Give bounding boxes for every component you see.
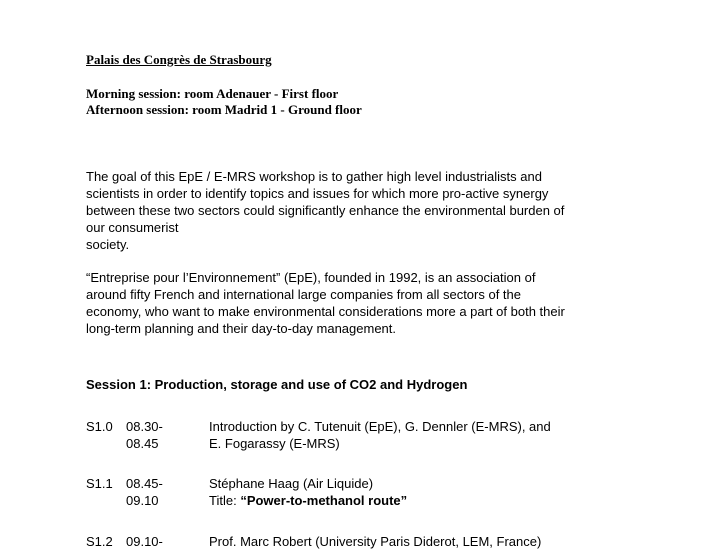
agenda-line: Introduction by C. Tutenuit (EpE), G. Dennler (E-MRS), and xyxy=(209,419,551,434)
agenda-code: S1.0 xyxy=(86,419,113,434)
morning-session-info: Morning session: room Adenauer - First floor xyxy=(86,86,339,101)
agenda-time xyxy=(126,475,186,509)
talk-title-prefix: Title: xyxy=(209,493,241,508)
agenda-time xyxy=(126,533,186,550)
text-line: our consumerist xyxy=(86,220,179,235)
agenda-description xyxy=(209,418,689,452)
agenda-time-end: 09.10 xyxy=(126,493,159,508)
text-line: between these two sectors could significantly enhance the environmental burden of xyxy=(86,203,565,218)
agenda-line: Prof. Marc Robert (University Paris Diderot, LEM, France) xyxy=(209,534,542,549)
agenda-time xyxy=(126,418,186,452)
venue-title: Palais des Congrès de Strasbourg xyxy=(86,52,272,67)
text-line: around fifty French and international large companies from all sectors of the xyxy=(86,287,522,302)
agenda-time-start: 09.10- xyxy=(126,534,163,549)
agenda-line: E. Fogarassy (E-MRS) xyxy=(209,436,340,451)
agenda-description xyxy=(209,475,689,509)
intro-paragraph-1 xyxy=(86,168,646,253)
session-1-heading: Session 1: Production, storage and use of CO2 and Hydrogen xyxy=(86,377,468,392)
talk-title: “Power-to-methanol route” xyxy=(240,493,408,508)
agenda-time-end: 08.45 xyxy=(126,436,159,451)
agenda-time-start: 08.30- xyxy=(126,419,163,434)
afternoon-session-info: Afternoon session: room Madrid 1 - Ground floor xyxy=(86,102,362,117)
text-line: “Entreprise pour l’Environnement” (EpE), founded in 1992, is an association of xyxy=(86,270,536,285)
text-line: society. xyxy=(86,237,130,252)
agenda-code: S1.1 xyxy=(86,476,113,491)
text-line: economy, who want to make environmental considerations more a part of both their xyxy=(86,304,565,319)
text-line: The goal of this EpE / E-MRS workshop is to gather high level industrialists and xyxy=(86,169,542,184)
agenda-time-start: 08.45- xyxy=(126,476,163,491)
agenda-description xyxy=(209,533,689,550)
agenda-code: S1.2 xyxy=(86,534,113,549)
agenda-line: Stéphane Haag (Air Liquide) xyxy=(209,476,374,491)
intro-paragraph-2 xyxy=(86,269,646,337)
text-line: long-term planning and their day-to-day management. xyxy=(86,321,397,336)
text-line: scientists in order to identify topics and issues for which more pro-active synergy xyxy=(86,186,549,201)
